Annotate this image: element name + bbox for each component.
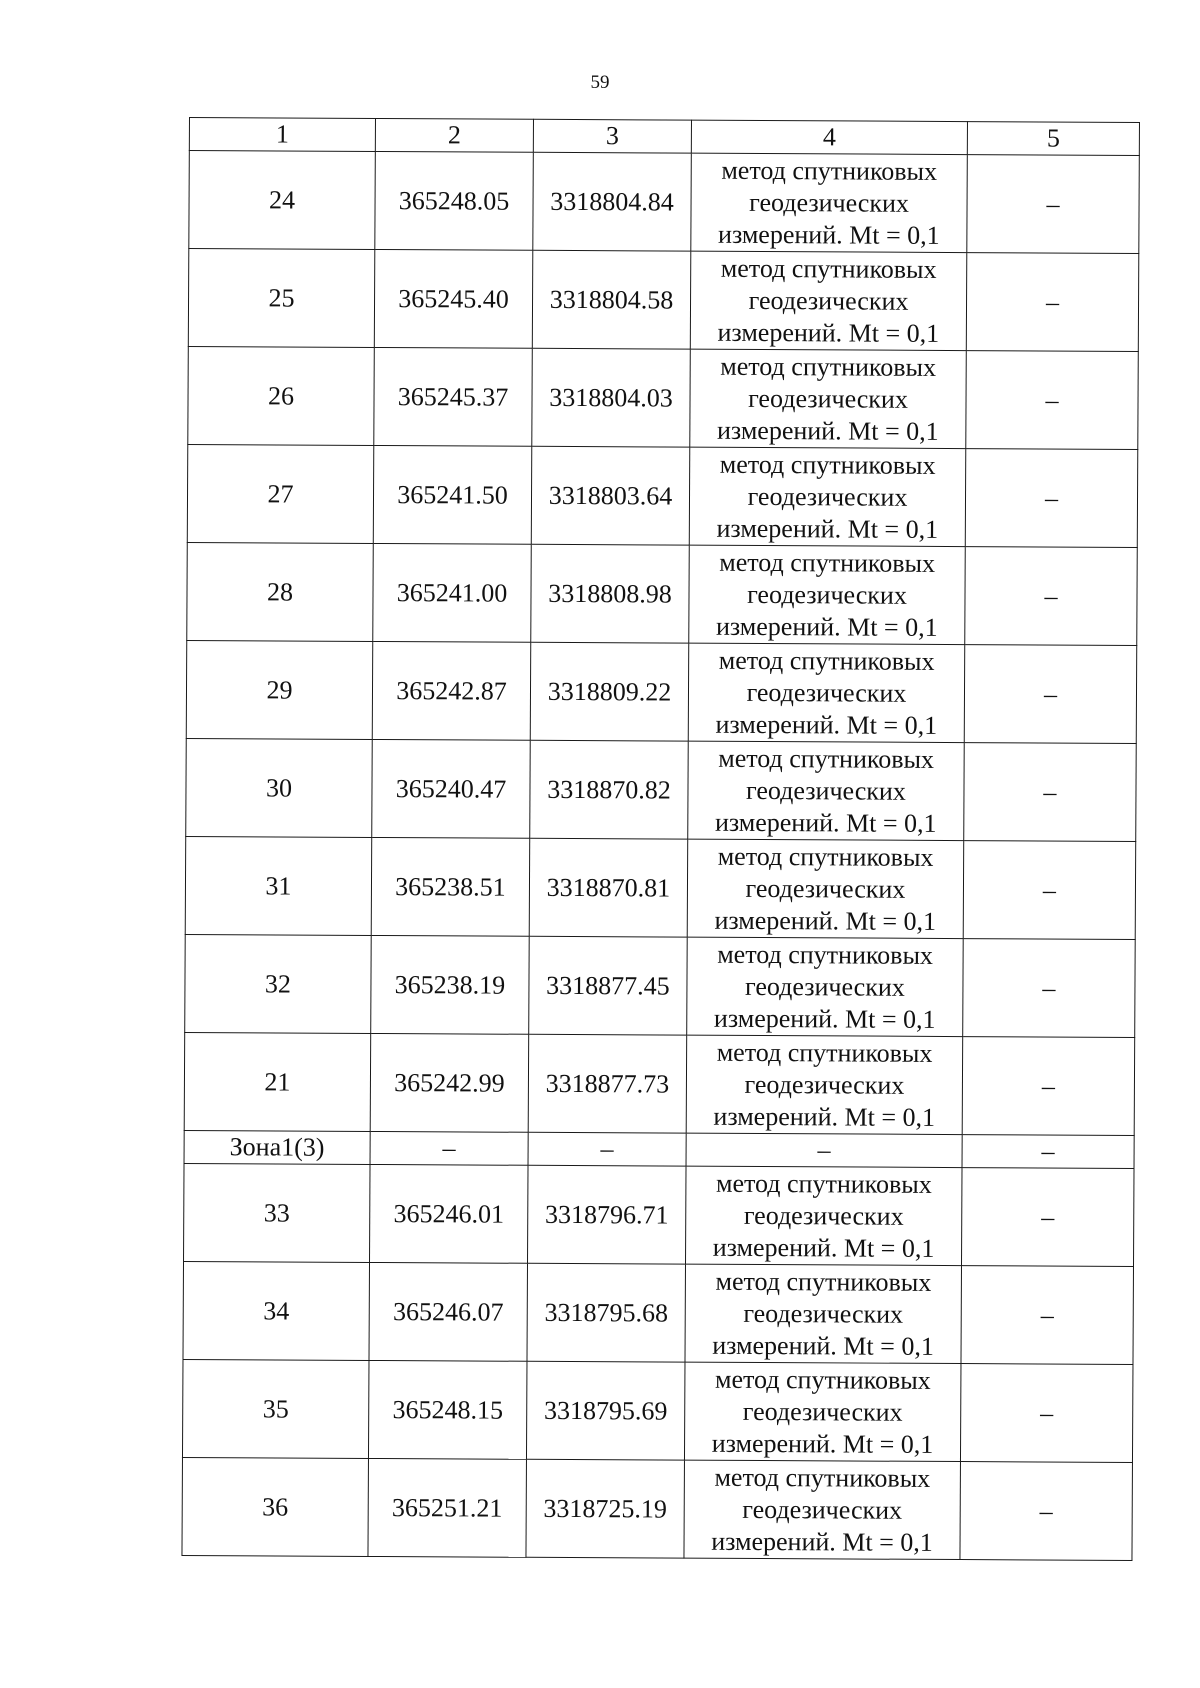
table-row xyxy=(188,249,1139,352)
method-cell xyxy=(687,937,964,1036)
table-row xyxy=(185,934,1136,1037)
note-cell: – xyxy=(965,547,1138,646)
method-line: геодезических xyxy=(746,677,907,708)
point-number: 26 xyxy=(188,346,375,445)
method-line: метод спутниковых xyxy=(717,841,934,872)
note-cell: – xyxy=(964,645,1137,744)
note-cell: – xyxy=(963,841,1136,940)
page-number: 59 xyxy=(590,72,610,93)
method-cell xyxy=(689,545,966,644)
table-body xyxy=(182,151,1139,1561)
zone-label: Зона1(3) xyxy=(184,1130,370,1164)
point-number: 31 xyxy=(185,836,372,935)
note-cell: – xyxy=(966,351,1139,450)
y-coordinate: 3318877.73 xyxy=(528,1034,687,1133)
y-coordinate: 3318803.64 xyxy=(531,446,690,545)
y-coordinate: 3318795.68 xyxy=(527,1263,686,1362)
method-line: измерений. Mt = 0,1 xyxy=(716,415,939,446)
point-number: 28 xyxy=(187,542,374,641)
method-line: метод спутниковых xyxy=(716,1037,933,1068)
method-cell xyxy=(688,741,965,840)
method-line: метод спутниковых xyxy=(721,155,938,186)
y-coordinate: 3318804.58 xyxy=(532,250,691,349)
note-cell: – xyxy=(961,1266,1134,1365)
method-line: измерений. Mt = 0,1 xyxy=(712,1330,934,1361)
x-coordinate: 365248.15 xyxy=(368,1360,527,1459)
point-number: 35 xyxy=(182,1359,369,1458)
note-cell: – xyxy=(960,1462,1133,1561)
y-coordinate: 3318877.45 xyxy=(529,936,688,1035)
method-cell xyxy=(684,1460,961,1559)
table-row xyxy=(187,444,1138,547)
point-number: 27 xyxy=(187,444,374,543)
method-line: измерений. Mt = 0,1 xyxy=(714,905,937,936)
x-coordinate: 365240.47 xyxy=(372,739,531,838)
method-cell xyxy=(686,1035,963,1134)
method-line: метод спутниковых xyxy=(717,939,934,970)
point-number: 32 xyxy=(185,934,372,1033)
table-header-row xyxy=(189,118,1139,156)
header-col-4: 4 xyxy=(691,120,967,154)
point-number: 34 xyxy=(183,1261,370,1360)
y-coordinate: 3318725.19 xyxy=(526,1459,685,1558)
note-cell: – xyxy=(967,155,1140,254)
x-coordinate: 365245.37 xyxy=(374,347,533,446)
point-number: 30 xyxy=(186,738,373,837)
method-line: измерений. Mt = 0,1 xyxy=(715,709,938,740)
table-row xyxy=(186,738,1137,841)
x-coordinate: 365251.21 xyxy=(368,1458,527,1557)
header-col-3: 3 xyxy=(533,119,691,153)
zone-cell: – xyxy=(686,1133,962,1167)
x-coordinate: 365246.07 xyxy=(369,1262,528,1361)
note-cell: – xyxy=(965,449,1138,548)
x-coordinate: 365246.01 xyxy=(370,1164,529,1263)
x-coordinate: 365238.51 xyxy=(371,837,530,936)
table-row xyxy=(187,542,1138,645)
method-line: метод спутниковых xyxy=(720,253,937,284)
method-line: измерений. Mt = 0,1 xyxy=(713,1101,936,1132)
y-coordinate: 3318808.98 xyxy=(531,544,690,643)
header-col-5: 5 xyxy=(967,122,1139,156)
method-cell xyxy=(684,1362,961,1461)
method-line: геодезических xyxy=(749,187,909,218)
method-line: геодезических xyxy=(743,1200,904,1231)
point-number: 33 xyxy=(184,1163,371,1262)
x-coordinate: 365241.00 xyxy=(373,543,532,642)
x-coordinate: 365245.40 xyxy=(374,249,533,348)
table-row xyxy=(186,640,1137,743)
x-coordinate: 365242.87 xyxy=(372,641,531,740)
zone-cell: – xyxy=(370,1131,528,1165)
zone-cell: – xyxy=(528,1132,686,1166)
y-coordinate: 3318870.81 xyxy=(529,838,688,937)
method-line: метод спутниковых xyxy=(719,547,936,578)
method-line: измерений. Mt = 0,1 xyxy=(717,317,940,348)
table-row xyxy=(182,1359,1133,1462)
method-line: измерений. Mt = 0,1 xyxy=(715,611,938,642)
method-line: измерений. Mt = 0,1 xyxy=(718,219,940,250)
method-line: метод спутниковых xyxy=(714,1462,931,1493)
y-coordinate: 3318809.22 xyxy=(530,642,689,741)
method-cell xyxy=(685,1264,962,1363)
table-row xyxy=(184,1032,1135,1135)
point-number: 29 xyxy=(186,640,373,739)
y-coordinate: 3318795.69 xyxy=(526,1361,685,1460)
method-line: метод спутниковых xyxy=(715,1266,932,1297)
method-cell xyxy=(690,349,967,448)
point-number: 25 xyxy=(188,249,375,348)
method-line: измерений. Mt = 0,1 xyxy=(711,1526,933,1557)
method-line: геодезических xyxy=(747,481,908,512)
method-line: геодезических xyxy=(742,1494,903,1525)
method-line: геодезических xyxy=(747,579,907,610)
method-line: геодезических xyxy=(742,1396,903,1427)
table-row xyxy=(183,1261,1134,1364)
method-cell xyxy=(687,839,964,938)
method-line: геодезических xyxy=(746,775,906,806)
method-line: геодезических xyxy=(745,873,906,904)
method-line: измерений. Mt = 0,1 xyxy=(713,1003,936,1034)
method-line: геодезических xyxy=(748,285,909,316)
method-line: метод спутниковых xyxy=(714,1364,931,1395)
note-cell: – xyxy=(966,253,1139,352)
method-line: измерений. Mt = 0,1 xyxy=(712,1232,935,1263)
table-row xyxy=(184,1163,1135,1266)
method-line: измерений. Mt = 0,1 xyxy=(714,807,937,838)
method-cell xyxy=(686,1166,963,1265)
method-cell xyxy=(690,251,967,350)
table-row xyxy=(189,151,1140,254)
method-cell xyxy=(689,447,966,546)
header-col-2: 2 xyxy=(375,118,533,152)
note-cell: – xyxy=(964,743,1137,842)
point-number: 21 xyxy=(184,1032,371,1131)
point-number: 24 xyxy=(189,151,376,250)
table-row xyxy=(185,836,1136,939)
method-line: метод спутниковых xyxy=(715,1168,932,1199)
note-cell: – xyxy=(961,1168,1134,1267)
table-row xyxy=(188,346,1139,449)
y-coordinate: 3318804.84 xyxy=(533,152,692,251)
method-line: метод спутниковых xyxy=(718,645,935,676)
method-line: геодезических xyxy=(744,1069,905,1100)
header-col-1: 1 xyxy=(189,118,375,152)
coordinates-table xyxy=(181,117,1140,1561)
method-line: измерений. Mt = 0,1 xyxy=(716,513,939,544)
method-line: измерений. Mt = 0,1 xyxy=(711,1428,934,1459)
x-coordinate: 365238.19 xyxy=(371,935,530,1034)
zone-cell: – xyxy=(962,1135,1134,1169)
x-coordinate: 365242.99 xyxy=(370,1033,529,1132)
zone-row xyxy=(184,1130,1134,1168)
x-coordinate: 365241.50 xyxy=(373,445,532,544)
method-cell xyxy=(688,643,965,742)
method-cell xyxy=(691,153,968,252)
y-coordinate: 3318804.03 xyxy=(532,348,691,447)
x-coordinate: 365248.05 xyxy=(375,151,534,250)
method-line: метод спутниковых xyxy=(718,743,935,774)
method-line: геодезических xyxy=(743,1298,904,1329)
note-cell: – xyxy=(962,1037,1135,1136)
method-line: геодезических xyxy=(745,971,905,1002)
note-cell: – xyxy=(960,1364,1133,1463)
point-number: 36 xyxy=(182,1457,369,1556)
y-coordinate: 3318870.82 xyxy=(530,740,689,839)
method-line: геодезических xyxy=(748,383,908,414)
method-line: метод спутниковых xyxy=(719,449,936,480)
y-coordinate: 3318796.71 xyxy=(528,1165,687,1264)
method-line: метод спутниковых xyxy=(720,351,937,382)
note-cell: – xyxy=(963,939,1136,1038)
table-row xyxy=(182,1457,1133,1560)
